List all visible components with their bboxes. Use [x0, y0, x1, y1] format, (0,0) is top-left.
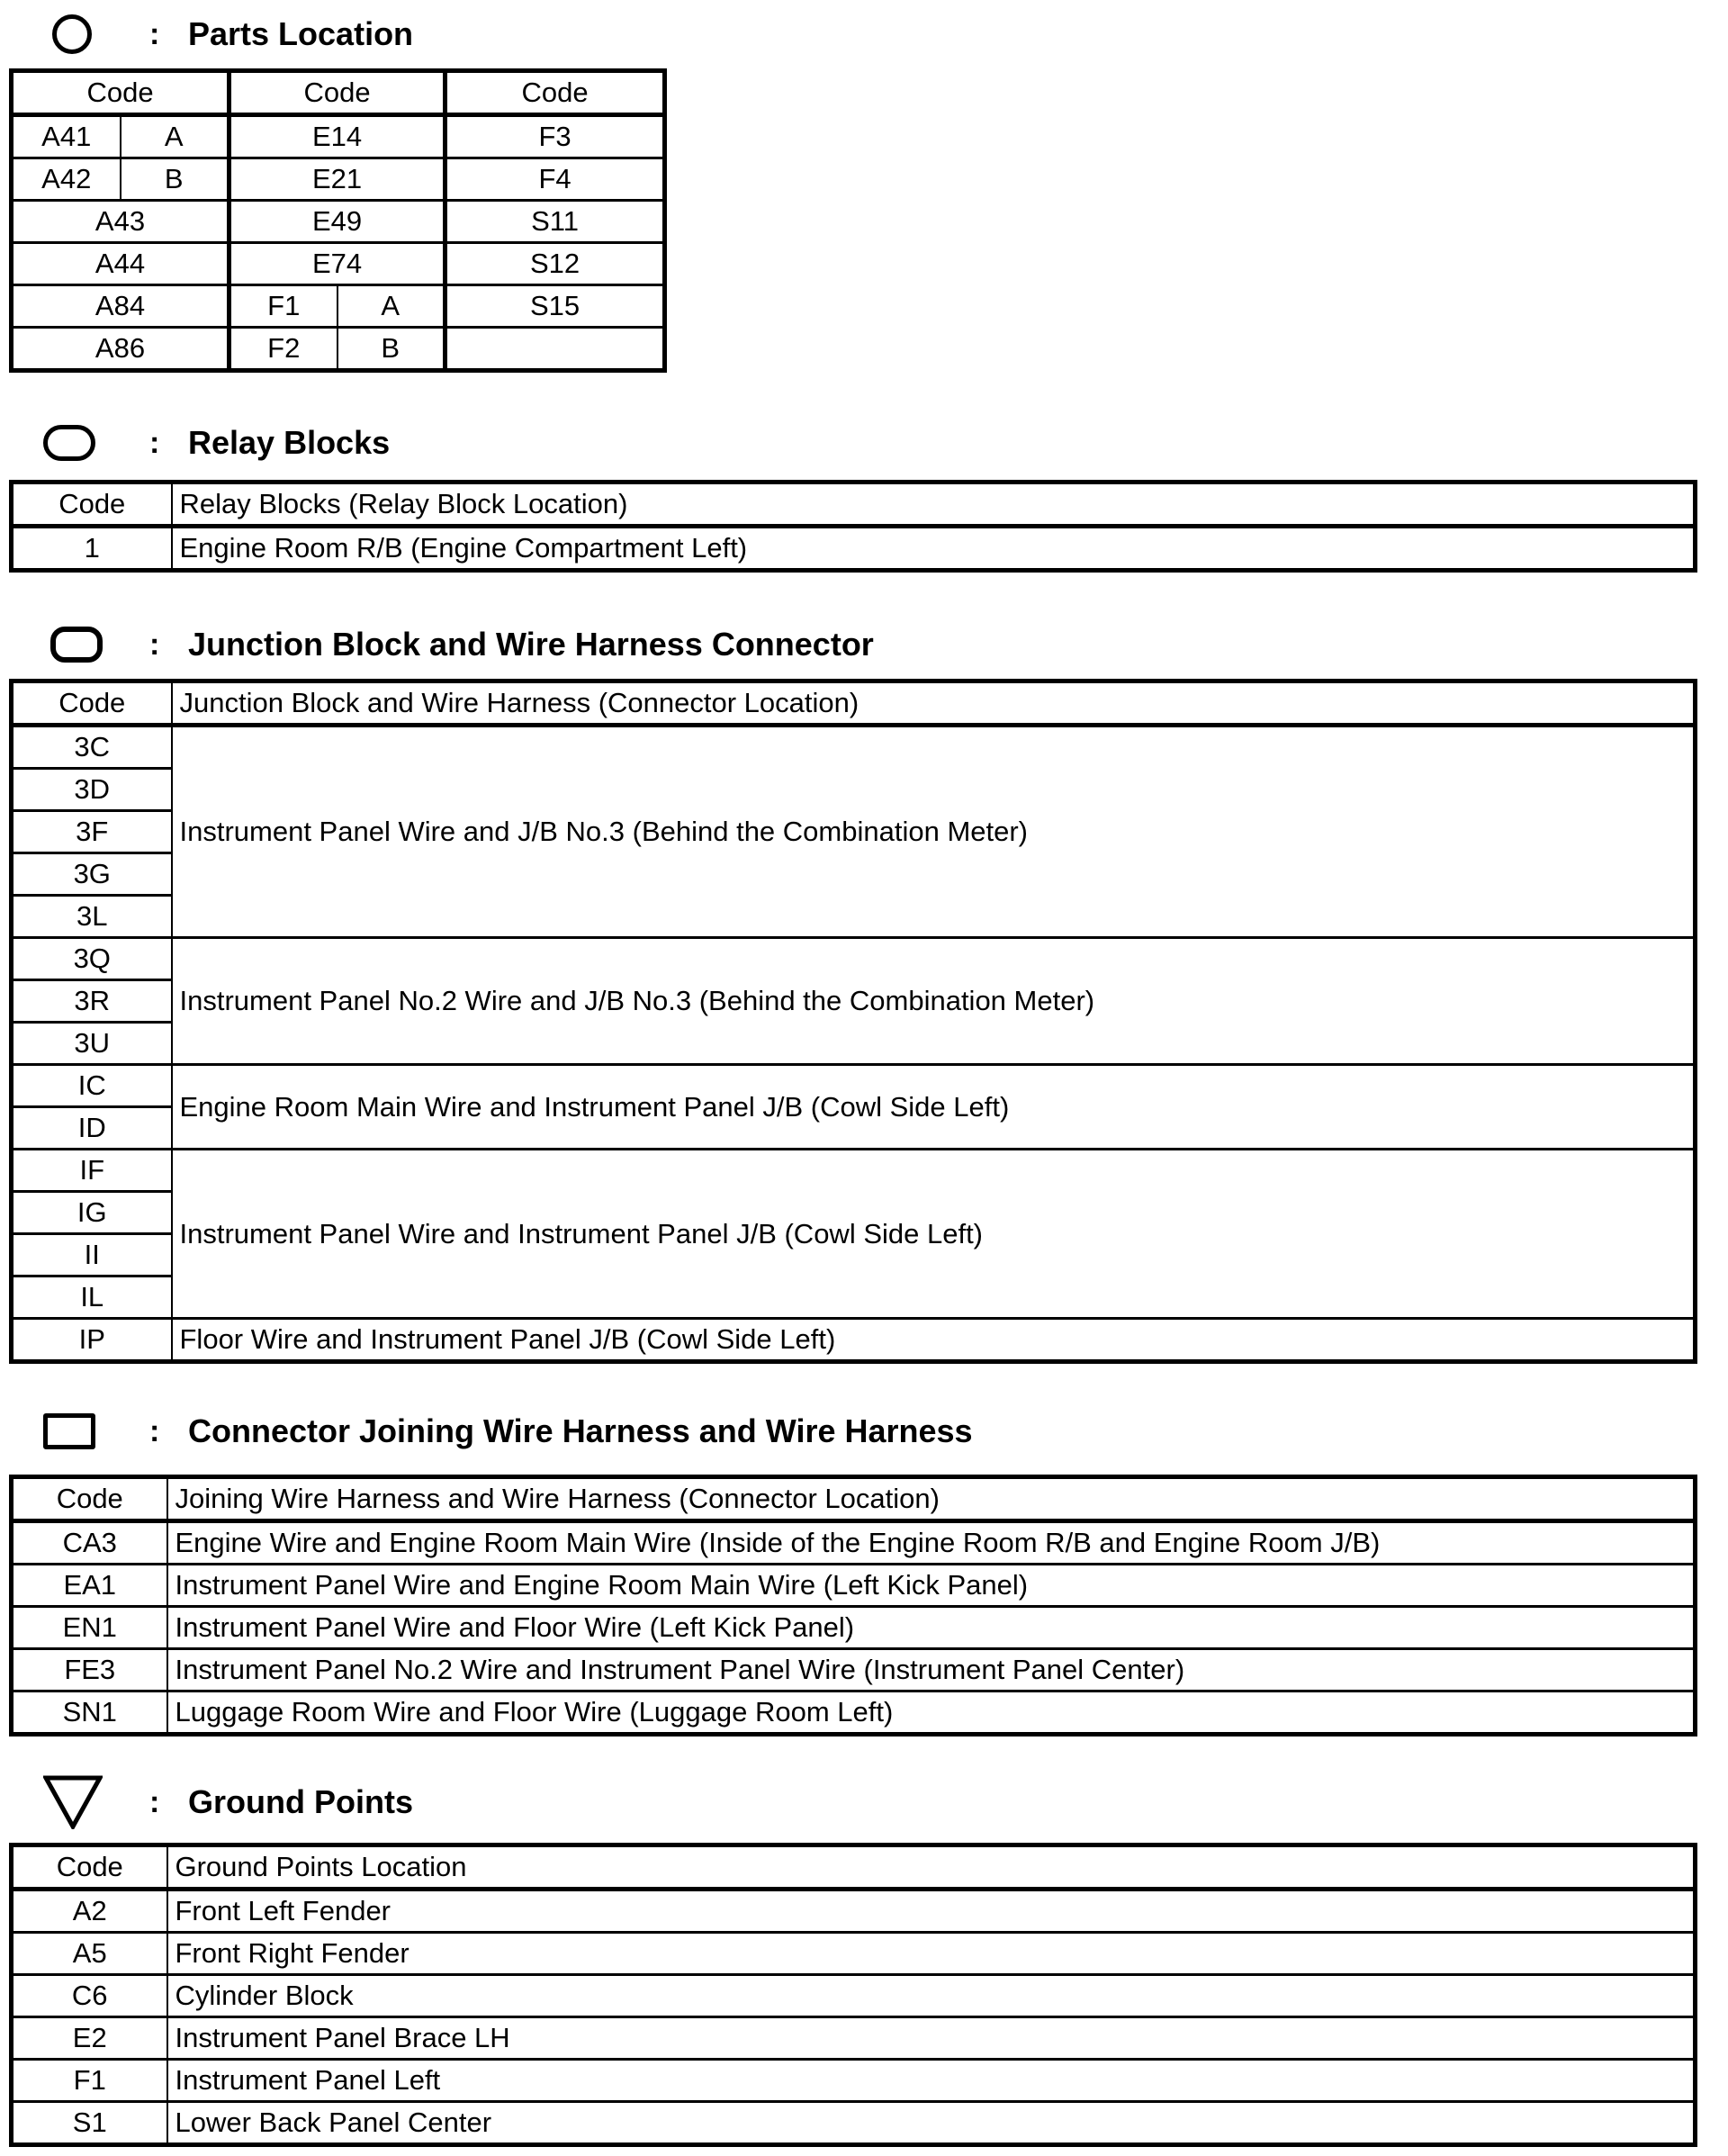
code-cell: A86	[12, 328, 230, 371]
column-header: Code	[12, 71, 230, 115]
location-cell: Lower Back Panel Center	[167, 2102, 1696, 2145]
location-cell: Engine Wire and Engine Room Main Wire (Inside of the Engine Room R/B and Engine Room J/B)	[167, 1521, 1696, 1565]
code-cell: IP	[12, 1319, 172, 1362]
table-row	[12, 201, 665, 243]
location-cell: Engine Room R/B (Engine Compartment Left)	[172, 527, 1696, 571]
column-header-location: Ground Points Location	[167, 1845, 1696, 1890]
sub-code-cell: B	[121, 158, 230, 201]
location-cell: Instrument Panel Brace LH	[167, 2017, 1696, 2060]
code-cell: S11	[446, 201, 665, 243]
location-cell: Engine Room Main Wire and Instrument Panel J/B (Cowl Side Left)	[172, 1065, 1696, 1150]
title-colon: :	[149, 425, 160, 460]
location-cell: Cylinder Block	[167, 1975, 1696, 2017]
code-cell: S1	[12, 2102, 167, 2145]
code-cell: 1	[12, 527, 172, 571]
table-row	[12, 1933, 1696, 1975]
code-cell: A2	[12, 1890, 167, 1933]
table-header-row	[12, 681, 1696, 726]
column-header-code: Code	[12, 483, 172, 527]
column-header-location: Junction Block and Wire Harness (Connector Location)	[172, 681, 1696, 726]
table-row	[12, 2102, 1696, 2145]
code-cell: F1	[12, 2060, 167, 2102]
code-cell: 3F	[12, 811, 172, 853]
empty-cell	[446, 328, 665, 371]
code-cell: EA1	[12, 1565, 167, 1607]
code-cell: 3D	[12, 769, 172, 811]
location-cell: Front Right Fender	[167, 1933, 1696, 1975]
sub-code-cell: A	[338, 285, 446, 328]
location-cell: Instrument Panel Wire and Floor Wire (Left Kick Panel)	[167, 1607, 1696, 1649]
code-cell: IL	[12, 1276, 172, 1319]
table-row	[12, 285, 665, 328]
table-header-row	[12, 71, 665, 115]
table-row	[12, 1065, 1696, 1107]
column-header-code: Code	[12, 681, 172, 726]
code-cell: EN1	[12, 1607, 167, 1649]
column-header: Code	[230, 71, 446, 115]
code-cell: E74	[230, 243, 446, 285]
code-cell: S12	[446, 243, 665, 285]
code-cell: IF	[12, 1150, 172, 1192]
code-cell: A41	[12, 115, 121, 158]
table-row	[12, 243, 665, 285]
code-cell: 3G	[12, 853, 172, 896]
table-row	[12, 1691, 1696, 1735]
column-header: Code	[446, 71, 665, 115]
table-row	[12, 1565, 1696, 1607]
table-header-row	[12, 1477, 1696, 1521]
code-cell: A44	[12, 243, 230, 285]
title-colon: :	[149, 16, 160, 51]
table-row	[12, 1607, 1696, 1649]
location-cell: Instrument Panel No.2 Wire and J/B No.3 (Behind the Combination Meter)	[172, 938, 1696, 1065]
column-header-code: Code	[12, 1845, 167, 1890]
junction-block-icon	[50, 627, 103, 663]
code-cell: 3C	[12, 726, 172, 769]
code-cell: F3	[446, 115, 665, 158]
table-row	[12, 328, 665, 371]
ground-points-table	[9, 1843, 1697, 2147]
table-row	[12, 2060, 1696, 2102]
location-cell: Instrument Panel No.2 Wire and Instrument Panel Wire (Instrument Panel Center)	[167, 1649, 1696, 1691]
location-cell: Instrument Panel Left	[167, 2060, 1696, 2102]
code-cell: S15	[446, 285, 665, 328]
circle-icon	[52, 14, 92, 54]
table-row	[12, 158, 665, 201]
title-colon: :	[149, 1784, 160, 1819]
sub-code-cell: B	[338, 328, 446, 371]
connector-joining-table	[9, 1475, 1697, 1737]
connector-icon	[43, 1413, 95, 1449]
section-heading: Connector Joining Wire Harness and Wire Harness	[188, 1412, 973, 1449]
title-colon: :	[149, 1413, 160, 1448]
location-cell: Instrument Panel Wire and J/B No.3 (Behind the Combination Meter)	[172, 726, 1696, 938]
code-cell: A42	[12, 158, 121, 201]
relay-blocks-table	[9, 480, 1697, 573]
table-row	[12, 726, 1696, 769]
section-heading: Ground Points	[188, 1783, 413, 1820]
column-header-location: Joining Wire Harness and Wire Harness (Connector Location)	[167, 1477, 1696, 1521]
table-row	[12, 2017, 1696, 2060]
code-cell: E2	[12, 2017, 167, 2060]
code-cell: E21	[230, 158, 446, 201]
sub-code-cell: A	[121, 115, 230, 158]
table-row	[12, 1649, 1696, 1691]
table-row	[12, 527, 1696, 571]
code-cell: F1	[230, 285, 338, 328]
table-header-row	[12, 1845, 1696, 1890]
table-row	[12, 938, 1696, 980]
title-colon: :	[149, 627, 160, 662]
table-row	[12, 1975, 1696, 2017]
code-cell: SN1	[12, 1691, 167, 1735]
code-cell: F4	[446, 158, 665, 201]
code-cell: FE3	[12, 1649, 167, 1691]
code-cell: CA3	[12, 1521, 167, 1565]
code-cell: IC	[12, 1065, 172, 1107]
code-cell: ID	[12, 1107, 172, 1150]
location-cell: Front Left Fender	[167, 1890, 1696, 1933]
ground-point-icon	[43, 1775, 103, 1829]
section-heading: Relay Blocks	[188, 424, 391, 461]
section-heading: Parts Location	[188, 15, 414, 52]
code-cell: IG	[12, 1192, 172, 1234]
location-cell: Instrument Panel Wire and Engine Room Main Wire (Left Kick Panel)	[167, 1565, 1696, 1607]
column-header-code: Code	[12, 1477, 167, 1521]
table-header-row	[12, 483, 1696, 527]
code-cell: E14	[230, 115, 446, 158]
location-cell: Floor Wire and Instrument Panel J/B (Cowl Side Left)	[172, 1319, 1696, 1362]
code-cell: E49	[230, 201, 446, 243]
location-cell: Instrument Panel Wire and Instrument Panel J/B (Cowl Side Left)	[172, 1150, 1696, 1319]
code-cell: 3R	[12, 980, 172, 1023]
location-cell: Luggage Room Wire and Floor Wire (Luggage Room Left)	[167, 1691, 1696, 1735]
code-cell: A84	[12, 285, 230, 328]
table-row	[12, 1150, 1696, 1192]
code-cell: 3L	[12, 896, 172, 938]
relay-block-icon	[43, 425, 95, 461]
column-header-location: Relay Blocks (Relay Block Location)	[172, 483, 1696, 527]
code-cell: II	[12, 1234, 172, 1276]
table-row	[12, 115, 665, 158]
code-cell: 3Q	[12, 938, 172, 980]
code-cell: F2	[230, 328, 338, 371]
code-cell: 3U	[12, 1023, 172, 1065]
code-cell: A43	[12, 201, 230, 243]
section-heading: Junction Block and Wire Harness Connector	[188, 626, 874, 663]
code-cell: C6	[12, 1975, 167, 2017]
junction-block-table	[9, 679, 1697, 1364]
code-cell: A5	[12, 1933, 167, 1975]
table-row	[12, 1521, 1696, 1565]
table-row	[12, 1890, 1696, 1933]
parts-location-table	[9, 68, 667, 373]
table-row	[12, 1319, 1696, 1362]
